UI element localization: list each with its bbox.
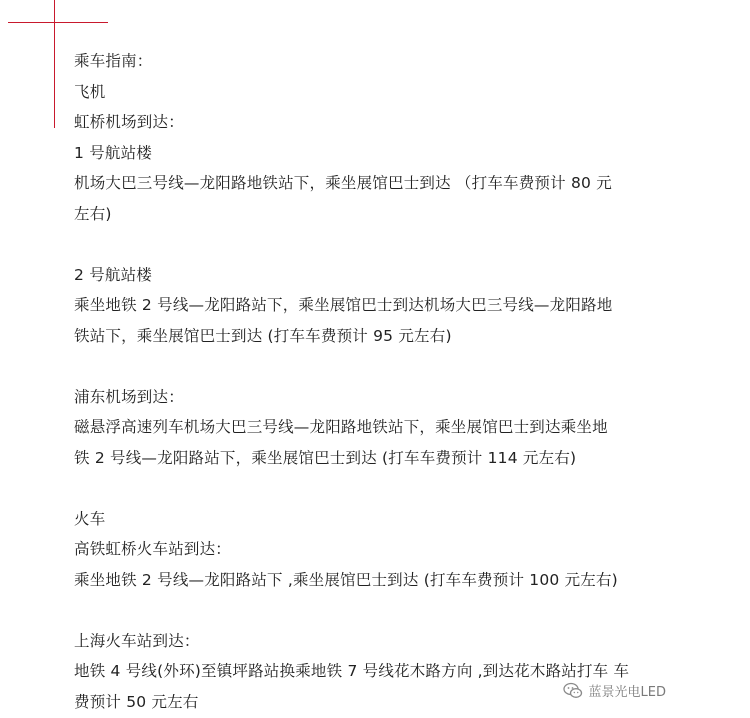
- hongqiao-airport-title: 虹桥机场到达：: [74, 113, 184, 131]
- terminal-1-route-line-2: 左右): [74, 204, 112, 223]
- train-section-title: 火车: [74, 509, 106, 528]
- hongqiao-station-route-line-1: 乘坐地铁 2 号线—龙阳路站下 ,乘坐展馆巴士到达 (打车车费预计 100 元左右): [74, 570, 618, 589]
- guide-heading: 乘车指南：: [74, 52, 153, 70]
- shanghai-station-title: 上海火车站到达：: [74, 631, 200, 650]
- airplane-section-title: 飞机: [74, 82, 106, 101]
- spacer: [74, 229, 694, 260]
- crop-mark-vertical: [54, 0, 55, 128]
- spacer: [74, 351, 694, 382]
- crop-mark-horizontal: [8, 22, 108, 23]
- hongqiao-station-title: 高铁虹桥火车站到达：: [74, 540, 232, 558]
- shanghai-station-route-line-2: 费预计 50 元左右: [74, 692, 199, 711]
- terminal-2-route-line-2: 铁站下，乘坐展馆巴士到达 (打车车费预计 95 元左右): [74, 326, 452, 345]
- terminal-2-title: 2 号航站楼: [74, 265, 152, 284]
- watermark: [563, 681, 666, 700]
- travel-guide: [74, 46, 694, 717]
- spacer: [74, 595, 694, 626]
- pudong-route-line-1: 磁悬浮高速列车机场大巴三号线—龙阳路地铁站下，乘坐展馆巴士到达乘坐地: [74, 418, 608, 436]
- wechat-icon: [563, 682, 583, 700]
- pudong-route-line-2: 铁 2 号线—龙阳路站下，乘坐展馆巴士到达 (打车车费预计 114 元左右): [74, 448, 577, 467]
- spacer: [74, 473, 694, 504]
- terminal-1-title: 1 号航站楼: [74, 143, 152, 162]
- terminal-2-route-line-1: 乘坐地铁 2 号线—龙阳路站下，乘坐展馆巴士到达机场大巴三号线—龙阳路地: [74, 296, 613, 314]
- watermark-text: 蓝景光电LED: [588, 685, 666, 700]
- terminal-1-route-line-1: 机场大巴三号线—龙阳路地铁站下，乘坐展馆巴士到达 （打车车费预计 80 元: [74, 174, 612, 192]
- shanghai-station-route-line-1: 地铁 4 号线(外环)至镇坪路站换乘地铁 7 号线花木路方向 ,到达花木路站打车 车: [74, 662, 630, 680]
- pudong-airport-title: 浦东机场到达：: [74, 387, 184, 406]
